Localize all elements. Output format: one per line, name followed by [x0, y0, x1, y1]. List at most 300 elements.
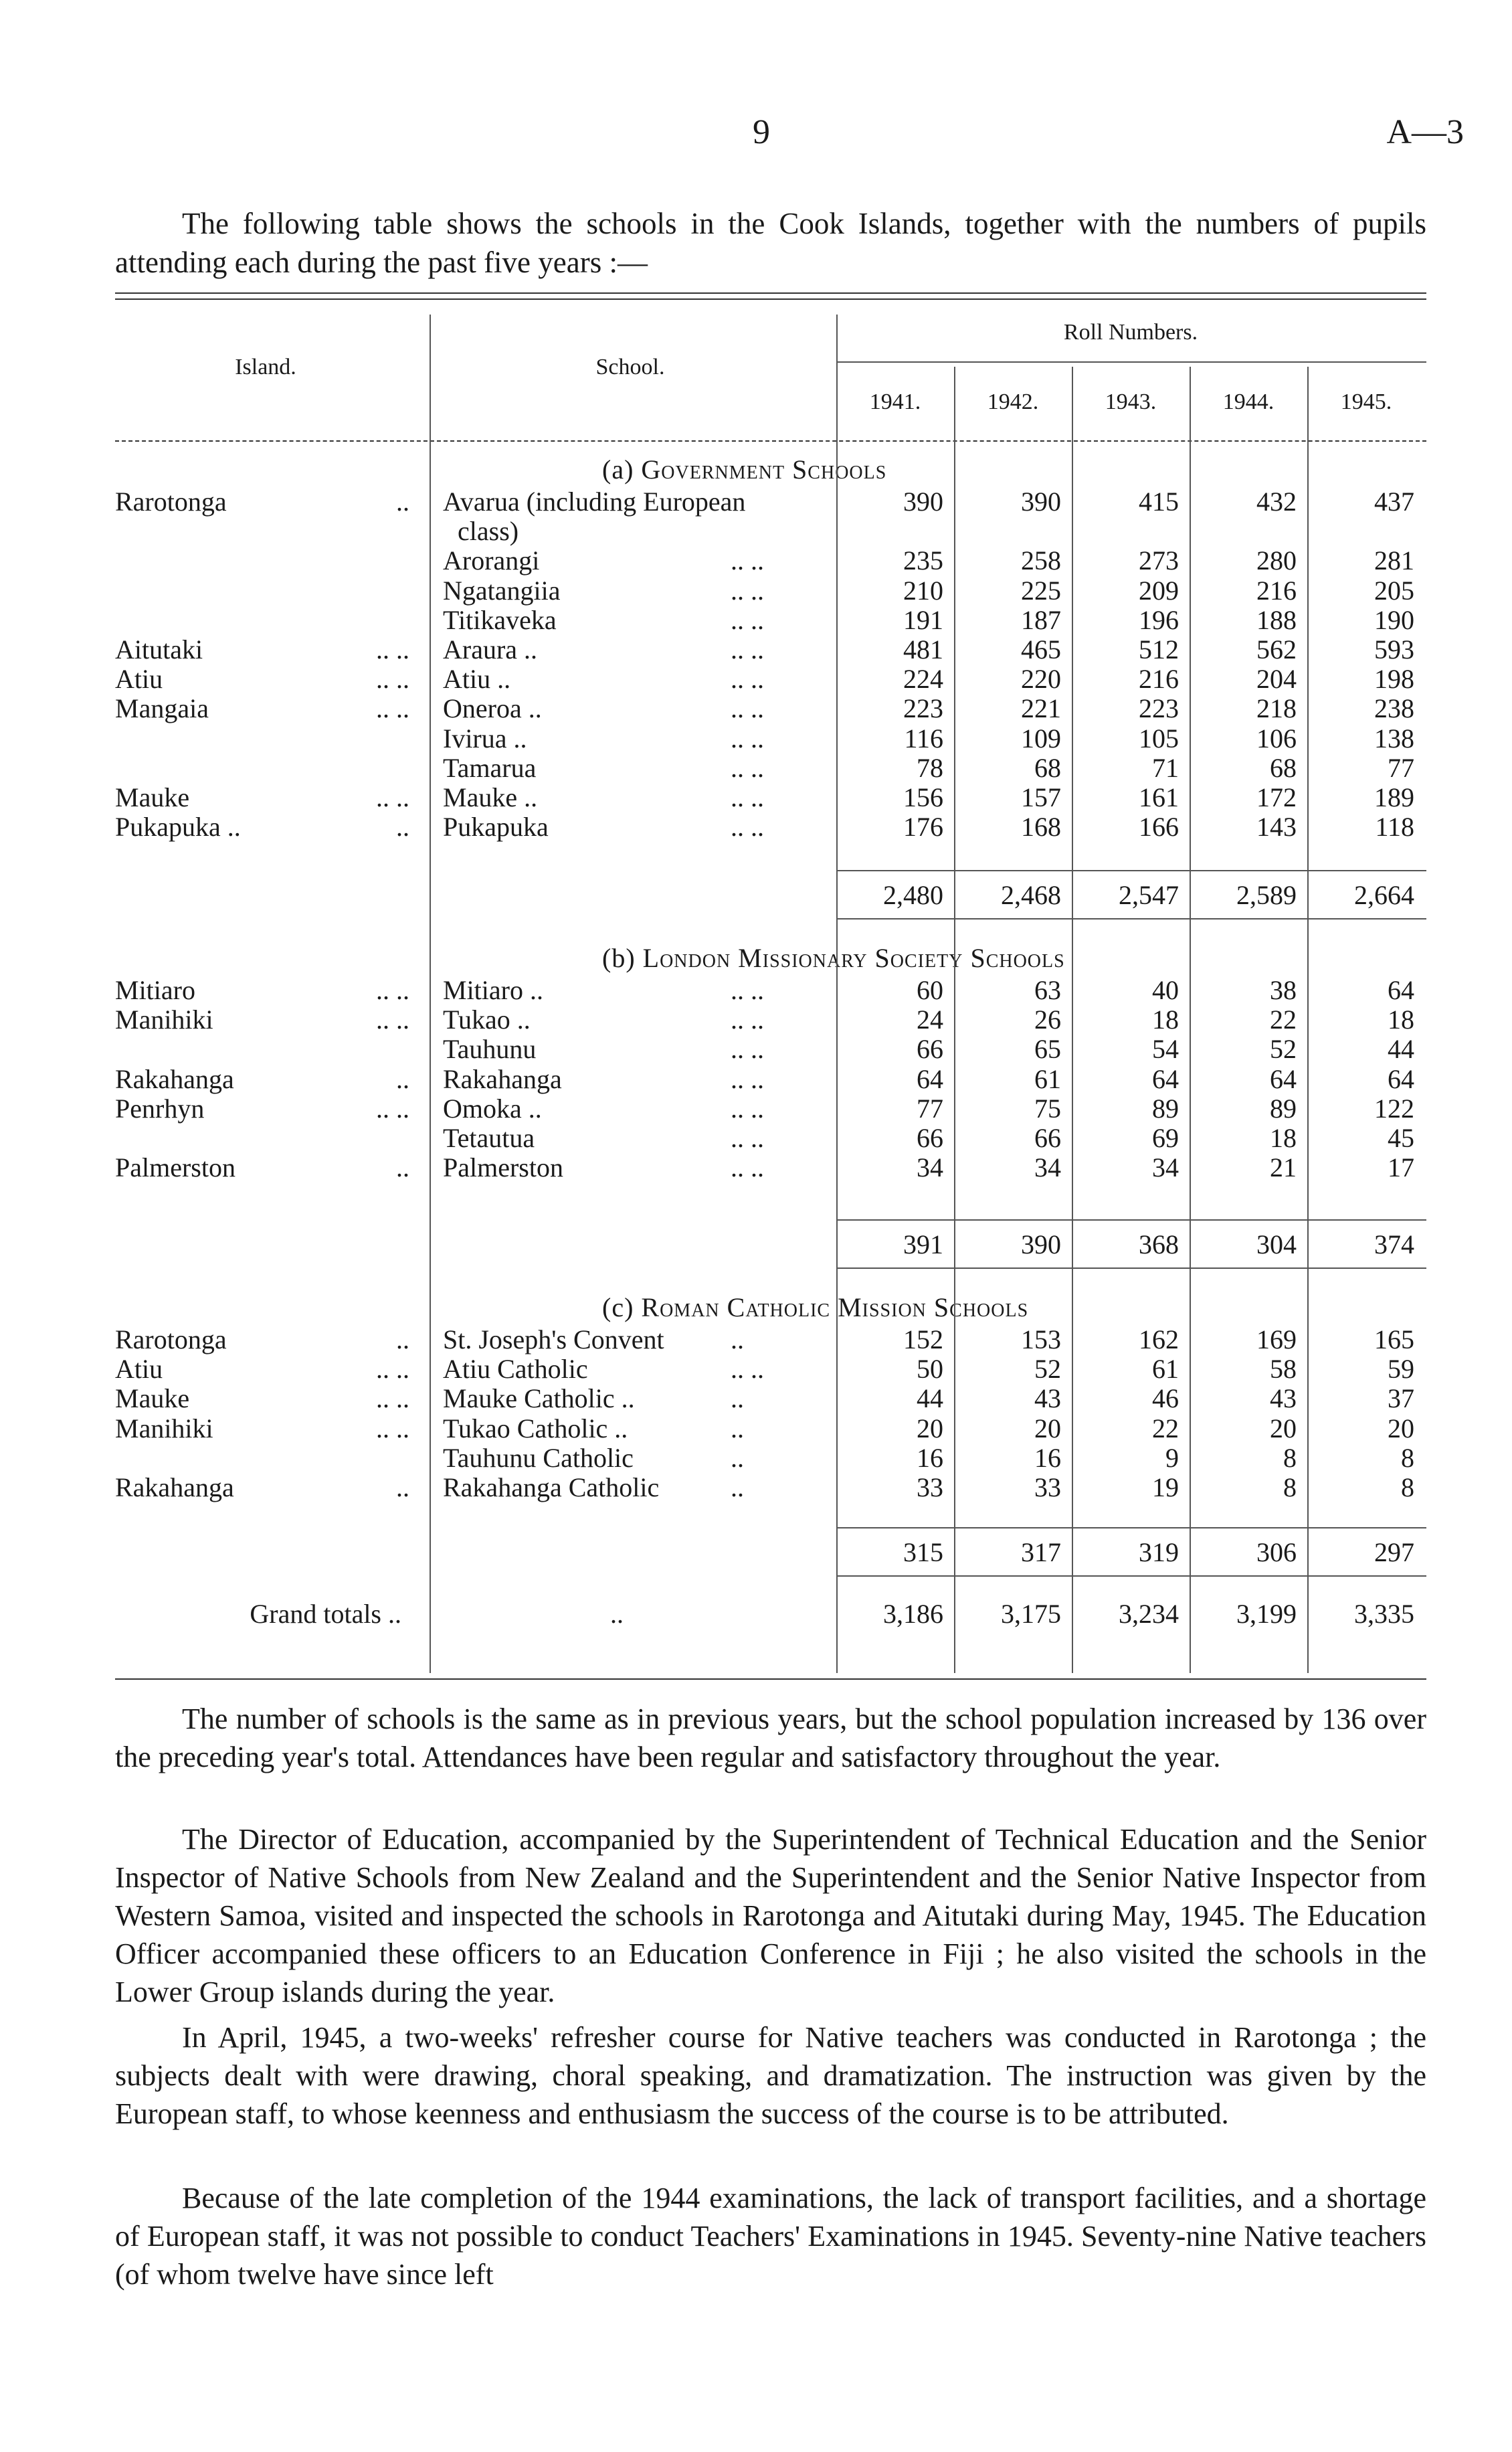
roll-value: 20: [1270, 1413, 1297, 1443]
island-cell: [115, 1004, 416, 1035]
school-name: class): [458, 516, 519, 547]
table-bottom-rule: [115, 1678, 1426, 1680]
roll-value: 16: [917, 1442, 943, 1473]
island-leader-dots: ..: [396, 1324, 409, 1354]
grand-totals-label: Grand totals ..: [250, 1599, 401, 1629]
table-row: [115, 604, 1426, 634]
roll-value: 77: [1388, 752, 1414, 783]
table-top-rule-inner: [115, 298, 1426, 300]
school-leader-dots: .. ..: [731, 752, 764, 783]
island-leader-dots: .. ..: [376, 693, 409, 724]
school-leader-dots: .. ..: [731, 604, 764, 635]
roll-value: 216: [1139, 664, 1179, 695]
roll-value: 43: [1034, 1383, 1061, 1414]
school-name: Ivirua ..: [443, 723, 527, 754]
roll-value: 8: [1283, 1442, 1297, 1473]
island-name: Mauke: [115, 1383, 190, 1414]
island-name: Atiu: [115, 1354, 163, 1385]
roll-value: 432: [1256, 487, 1297, 517]
page-number: 9: [753, 113, 770, 151]
roll-value: 153: [1021, 1324, 1061, 1354]
roll-value: 45: [1388, 1123, 1414, 1153]
roll-value: 64: [917, 1063, 943, 1094]
island-name: Atiu: [115, 664, 163, 695]
grand-totals-school-dots: ..: [610, 1599, 624, 1629]
island-cell: [115, 974, 416, 1006]
school-name: Rakahanga Catholic: [443, 1472, 660, 1502]
island-cell: [115, 1353, 416, 1385]
island-cell: [115, 663, 416, 695]
roll-value: 205: [1374, 575, 1414, 606]
island-cell: [115, 1093, 416, 1124]
roll-value: 116: [904, 723, 943, 754]
roll-value: 156: [903, 782, 943, 812]
island-cell: [115, 1383, 416, 1414]
subtotal-rule-top: [836, 870, 1426, 871]
body-paragraph: The Director of Education, accompanied by the Superintendent of Technical Education and the Senior Inspector of Native Schools from New Zealand and the Superintendent and the Senior Native Inspector from Western Samoa, visited and inspected the schools in Rarotonga and Aitutaki during May, 1945. The Education Officer accompanied these officers to an Education Conference in Fiji ; he also visited the schools in the Lower Group islands during the year.: [115, 1823, 1426, 2008]
year-header: 1941.: [869, 389, 921, 414]
roll-value: 59: [1388, 1354, 1414, 1385]
section-name: London Missionary Society Schools: [642, 943, 1065, 973]
island-leader-dots: .. ..: [376, 1004, 409, 1035]
roll-value: 281: [1374, 545, 1414, 576]
roll-value: 33: [917, 1472, 943, 1502]
roll-value: 238: [1374, 693, 1414, 724]
roll-value: 34: [917, 1152, 943, 1183]
school-name: Titikaveka: [443, 604, 557, 635]
column-rule: [1190, 367, 1191, 1673]
subtotal-value: 306: [1256, 1537, 1297, 1567]
school-leader-dots: .. ..: [731, 1152, 764, 1183]
school-leader-dots: .. ..: [731, 634, 764, 665]
subtotal-row: [115, 1537, 1426, 1566]
island-cell: [115, 811, 416, 843]
roll-value: 52: [1034, 1354, 1061, 1385]
column-rule: [430, 315, 431, 1673]
body-paragraph: Because of the late completion of the 1944 examinations, the lack of transport facilities, and a shortage of European staff, it was not possible to conduct Teachers' Examinations in 1945. Seventy-nine Native teachers (of whom twelve have since left: [115, 2182, 1426, 2291]
section-title: [602, 1292, 1028, 1323]
school-name: Oneroa ..: [443, 693, 542, 724]
school-name: Tamarua: [443, 752, 537, 783]
table-row: [115, 1152, 1426, 1181]
roll-value: 562: [1256, 634, 1297, 665]
subtotal-value: 2,589: [1236, 880, 1297, 910]
grand-total-value: 3,175: [1001, 1599, 1061, 1629]
island-name: Manihiki: [115, 1413, 213, 1443]
school-name: Rakahanga: [443, 1063, 562, 1094]
school-name: Arorangi: [443, 545, 540, 576]
roll-value: 61: [1152, 1354, 1179, 1385]
roll-value: 169: [1256, 1324, 1297, 1354]
roll-value: 64: [1388, 975, 1414, 1005]
grand-total-value: 3,335: [1354, 1599, 1414, 1629]
roll-value: 196: [1139, 604, 1179, 635]
roll-value: 161: [1139, 782, 1179, 812]
island-cell: [115, 634, 416, 665]
subtotal-value: 368: [1139, 1229, 1179, 1259]
grand-total-value: 3,199: [1236, 1599, 1297, 1629]
school-name: St. Joseph's Convent: [443, 1324, 664, 1354]
school-leader-dots: .. ..: [731, 1354, 764, 1385]
table-row: [115, 1063, 1426, 1093]
island-leader-dots: .. ..: [376, 664, 409, 695]
island-cell: [115, 693, 416, 724]
school-leader-dots: .. ..: [731, 575, 764, 606]
section-prefix: (b): [602, 943, 636, 973]
header-bottom-rule: [115, 440, 1426, 442]
roll-value: 512: [1139, 634, 1179, 665]
section-title: [602, 454, 886, 485]
island-name: Rakahanga: [115, 1472, 234, 1502]
table-row: [115, 1324, 1426, 1353]
table-row: [115, 1122, 1426, 1152]
roll-value: 18: [1270, 1123, 1297, 1153]
school-leader-dots: .. ..: [731, 1034, 764, 1065]
roll-value: 8: [1401, 1472, 1414, 1502]
subtotal-value: 317: [1021, 1537, 1061, 1567]
roll-value: 64: [1388, 1063, 1414, 1094]
school-name: Tukao Catholic ..: [443, 1413, 628, 1443]
roll-value: 166: [1139, 812, 1179, 843]
table-row: [115, 1472, 1426, 1501]
roll-value: 390: [1021, 487, 1061, 517]
roll-value: 66: [917, 1034, 943, 1065]
table-row: [115, 1093, 1426, 1122]
roll-value: 22: [1270, 1004, 1297, 1035]
table-row: [115, 1442, 1426, 1472]
school-leader-dots: .. ..: [731, 1004, 764, 1035]
roll-value: 66: [1034, 1123, 1061, 1153]
roll-value: 58: [1270, 1354, 1297, 1385]
roll-value: 61: [1034, 1063, 1061, 1094]
school-leader-dots: .. ..: [731, 1093, 764, 1124]
roll-value: 34: [1034, 1152, 1061, 1183]
roll-value: 63: [1034, 975, 1061, 1005]
island-name: Mangaia: [115, 693, 209, 724]
roll-value: 168: [1021, 812, 1061, 843]
table-row: [115, 1383, 1426, 1412]
table-top-rule: [115, 292, 1426, 294]
school-name: Mauke ..: [443, 782, 538, 812]
island-name: Mauke: [115, 782, 190, 812]
roll-value: 75: [1034, 1093, 1061, 1124]
roll-value: 18: [1152, 1004, 1179, 1035]
subtotal-row: [115, 879, 1426, 909]
school-name: Ngatangiia: [443, 575, 561, 606]
roll-value: 24: [917, 1004, 943, 1035]
school-leader-dots: ..: [731, 1413, 744, 1443]
subtotal-value: 315: [903, 1537, 943, 1567]
school-name: Araura ..: [443, 634, 538, 665]
table-row: [115, 782, 1426, 811]
roll-value: 66: [917, 1123, 943, 1153]
roll-value: 43: [1270, 1383, 1297, 1414]
document-code: A—3: [1386, 113, 1464, 151]
grand-totals-row: [115, 1598, 1426, 1628]
roll-value: 235: [903, 545, 943, 576]
school-name: Pukapuka: [443, 812, 549, 843]
roll-value: 210: [903, 575, 943, 606]
island-cell: [115, 1472, 416, 1503]
roll-value: 26: [1034, 1004, 1061, 1035]
roll-value: 106: [1256, 723, 1297, 754]
roll-value: 187: [1021, 604, 1061, 635]
island-cell: [115, 1324, 416, 1355]
section-prefix: (c): [602, 1292, 634, 1322]
subtotal-value: 2,480: [883, 880, 943, 910]
subtotal-value: 2,547: [1119, 880, 1179, 910]
roll-value: 415: [1139, 487, 1179, 517]
roll-value: 20: [917, 1413, 943, 1443]
roll-value: 34: [1152, 1152, 1179, 1183]
table-row: [115, 575, 1426, 604]
section-prefix: (a): [602, 454, 634, 485]
roll-value: 165: [1374, 1324, 1414, 1354]
island-leader-dots: ..: [396, 1152, 409, 1183]
island-leader-dots: ..: [396, 812, 409, 843]
subtotal-rule-top: [836, 1527, 1426, 1528]
island-cell: [115, 1413, 416, 1444]
roll-value: 190: [1374, 604, 1414, 635]
school-leader-dots: .. ..: [731, 782, 764, 812]
subtotal-value: 2,468: [1001, 880, 1061, 910]
roll-value: 481: [903, 634, 943, 665]
table-row: [115, 1413, 1426, 1442]
roll-value: 65: [1034, 1034, 1061, 1065]
school-name: Atiu Catholic: [443, 1354, 588, 1385]
island-cell: [115, 782, 416, 813]
school-leader-dots: .. ..: [731, 664, 764, 695]
school-leader-dots: .. ..: [731, 723, 764, 754]
subtotal-row: [115, 1229, 1426, 1258]
school-leader-dots: ..: [731, 1442, 744, 1473]
column-rule: [954, 367, 955, 1673]
roll-value: 89: [1270, 1093, 1297, 1124]
column-rule: [1307, 367, 1309, 1673]
roll-value: 280: [1256, 545, 1297, 576]
body-paragraph: In April, 1945, a two-weeks' refresher course for Native teachers was conducted in Rarotonga ; the subjects dealt with were drawing, choral speaking, and dramatization. The instruction was given by the European staff, to whose keenness and enthusiasm the success of the course is to be attributed.: [115, 2021, 1426, 2130]
roll-value: 191: [903, 604, 943, 635]
school-name: Omoka ..: [443, 1093, 542, 1124]
school-leader-dots: ..: [731, 1383, 744, 1414]
roll-value: 122: [1374, 1093, 1414, 1124]
roll-value: 33: [1034, 1472, 1061, 1502]
roll-value: 21: [1270, 1152, 1297, 1183]
roll-value: 69: [1152, 1123, 1179, 1153]
school-name: Mitiaro ..: [443, 975, 543, 1005]
column-header-island: Island.: [235, 355, 296, 379]
island-leader-dots: .. ..: [376, 975, 409, 1005]
table-row: [115, 1004, 1426, 1033]
column-header-roll-numbers: Roll Numbers.: [1063, 320, 1198, 345]
roll-value: 22: [1152, 1413, 1179, 1443]
roll-value: 78: [917, 752, 943, 783]
roll-value: 68: [1034, 752, 1061, 783]
table-row: [115, 1033, 1426, 1063]
roll-value: 157: [1021, 782, 1061, 812]
roll-value: 188: [1256, 604, 1297, 635]
school-name: Tauhunu: [443, 1034, 537, 1065]
island-leader-dots: .. ..: [376, 1383, 409, 1414]
roll-value: 20: [1034, 1413, 1061, 1443]
table-row: [115, 545, 1426, 574]
table-row: [115, 515, 1426, 545]
table-row: [115, 486, 1426, 515]
school-leader-dots: .. ..: [731, 812, 764, 843]
roll-value: 20: [1388, 1413, 1414, 1443]
roll-value: 18: [1388, 1004, 1414, 1035]
roll-value: 437: [1374, 487, 1414, 517]
roll-value: 37: [1388, 1383, 1414, 1414]
column-rule: [836, 315, 838, 1673]
school-leader-dots: .. ..: [731, 545, 764, 576]
roll-value: 189: [1374, 782, 1414, 812]
island-leader-dots: .. ..: [376, 782, 409, 812]
roll-value: 218: [1256, 693, 1297, 724]
table-row: [115, 974, 1426, 1004]
subtotal-value: 2,664: [1354, 880, 1414, 910]
island-cell: [115, 486, 416, 517]
roll-value: 64: [1270, 1063, 1297, 1094]
island-name: Rarotonga: [115, 487, 227, 517]
roll-value: 465: [1021, 634, 1061, 665]
roll-value: 220: [1021, 664, 1061, 695]
island-name: Rarotonga: [115, 1324, 227, 1354]
roll-value: 46: [1152, 1383, 1179, 1414]
island-name: Manihiki: [115, 1004, 213, 1035]
roll-value: 50: [917, 1354, 943, 1385]
island-leader-dots: .. ..: [376, 1413, 409, 1443]
roll-value: 8: [1401, 1442, 1414, 1473]
roll-value: 172: [1256, 782, 1297, 812]
island-name: Penrhyn: [115, 1093, 205, 1124]
roll-value: 64: [1152, 1063, 1179, 1094]
subtotal-rule-bottom: [836, 918, 1426, 920]
roll-value: 143: [1256, 812, 1297, 843]
roll-value: 209: [1139, 575, 1179, 606]
school-name: Tukao ..: [443, 1004, 531, 1035]
roll-value: 258: [1021, 545, 1061, 576]
roll-value: 223: [1139, 693, 1179, 724]
roll-value: 224: [903, 664, 943, 695]
roll-value: 162: [1139, 1324, 1179, 1354]
table-row: [115, 693, 1426, 722]
roll-value: 44: [1388, 1034, 1414, 1065]
roll-value: 105: [1139, 723, 1179, 754]
grand-total-value: 3,234: [1119, 1599, 1179, 1629]
roll-value: 176: [903, 812, 943, 843]
roll-value: 52: [1270, 1034, 1297, 1065]
island-leader-dots: ..: [396, 1472, 409, 1502]
roll-value: 19: [1152, 1472, 1179, 1502]
school-name: Atiu ..: [443, 664, 511, 695]
roll-value: 60: [917, 975, 943, 1005]
island-name: Palmerston: [115, 1152, 235, 1183]
school-name: Palmerston: [443, 1152, 563, 1183]
roll-value: 225: [1021, 575, 1061, 606]
roll-value: 138: [1374, 723, 1414, 754]
subtotal-value: 319: [1139, 1537, 1179, 1567]
island-leader-dots: ..: [396, 487, 409, 517]
page-header: [0, 112, 1512, 159]
island-name: Aitutaki: [115, 634, 203, 665]
school-name: Tetautua: [443, 1123, 535, 1153]
table-row: [115, 723, 1426, 752]
island-leader-dots: ..: [396, 1063, 409, 1094]
school-leader-dots: ..: [731, 1324, 744, 1354]
subtotal-value: 297: [1374, 1537, 1414, 1567]
island-leader-dots: .. ..: [376, 1093, 409, 1124]
school-leader-dots: .. ..: [731, 975, 764, 1005]
table-row: [115, 663, 1426, 693]
roll-value: 89: [1152, 1093, 1179, 1124]
year-header: 1943.: [1105, 389, 1157, 414]
table-row: [115, 1353, 1426, 1383]
roll-value: 9: [1165, 1442, 1179, 1473]
roll-value: 223: [903, 693, 943, 724]
roll-value: 390: [903, 487, 943, 517]
school-leader-dots: ..: [731, 1472, 744, 1502]
roll-value: 16: [1034, 1442, 1061, 1473]
island-name: Pukapuka ..: [115, 812, 241, 843]
subtotal-rule-top: [836, 1219, 1426, 1221]
subtotal-rule-bottom: [836, 1267, 1426, 1269]
roll-value: 198: [1374, 664, 1414, 695]
roll-value: 71: [1152, 752, 1179, 783]
column-header-school: School.: [595, 355, 665, 379]
column-rule: [1072, 367, 1073, 1673]
year-header: 1944.: [1222, 389, 1274, 414]
roll-value: 216: [1256, 575, 1297, 606]
grand-total-value: 3,186: [883, 1599, 943, 1629]
subtotal-rule-bottom: [836, 1575, 1426, 1577]
roll-value: 77: [917, 1093, 943, 1124]
roll-value: 8: [1283, 1472, 1297, 1502]
roll-value: 593: [1374, 634, 1414, 665]
roll-header-rule: [836, 361, 1426, 363]
subtotal-value: 304: [1256, 1229, 1297, 1259]
roll-value: 40: [1152, 975, 1179, 1005]
island-cell: [115, 1152, 416, 1183]
island-leader-dots: .. ..: [376, 634, 409, 665]
table-row: [115, 634, 1426, 663]
roll-value: 204: [1256, 664, 1297, 695]
island-cell: [115, 1063, 416, 1095]
school-name: Avarua (including European: [443, 487, 746, 517]
subtotal-value: 374: [1374, 1229, 1414, 1259]
subtotal-value: 391: [903, 1229, 943, 1259]
roll-value: 38: [1270, 975, 1297, 1005]
island-leader-dots: .. ..: [376, 1354, 409, 1385]
roll-value: 109: [1021, 723, 1061, 754]
roll-value: 152: [903, 1324, 943, 1354]
school-leader-dots: .. ..: [731, 693, 764, 724]
school-leader-dots: .. ..: [731, 1123, 764, 1153]
section-name: Government Schools: [641, 454, 887, 485]
table-row: [115, 811, 1426, 841]
subtotal-value: 390: [1021, 1229, 1061, 1259]
roll-value: 221: [1021, 693, 1061, 724]
roll-value: 68: [1270, 752, 1297, 783]
roll-value: 44: [917, 1383, 943, 1414]
table-row: [115, 752, 1426, 782]
school-leader-dots: .. ..: [731, 1063, 764, 1094]
school-name: Mauke Catholic ..: [443, 1383, 635, 1414]
school-name: Tauhunu Catholic: [443, 1442, 634, 1473]
section-name: Roman Catholic Mission Schools: [641, 1292, 1029, 1322]
body-paragraph: The number of schools is the same as in previous years, but the school population increased by 136 over the preceding year's total. Attendances have been regular and satisfactory throughout the year.: [115, 1702, 1426, 1773]
school-cell: [458, 515, 966, 547]
